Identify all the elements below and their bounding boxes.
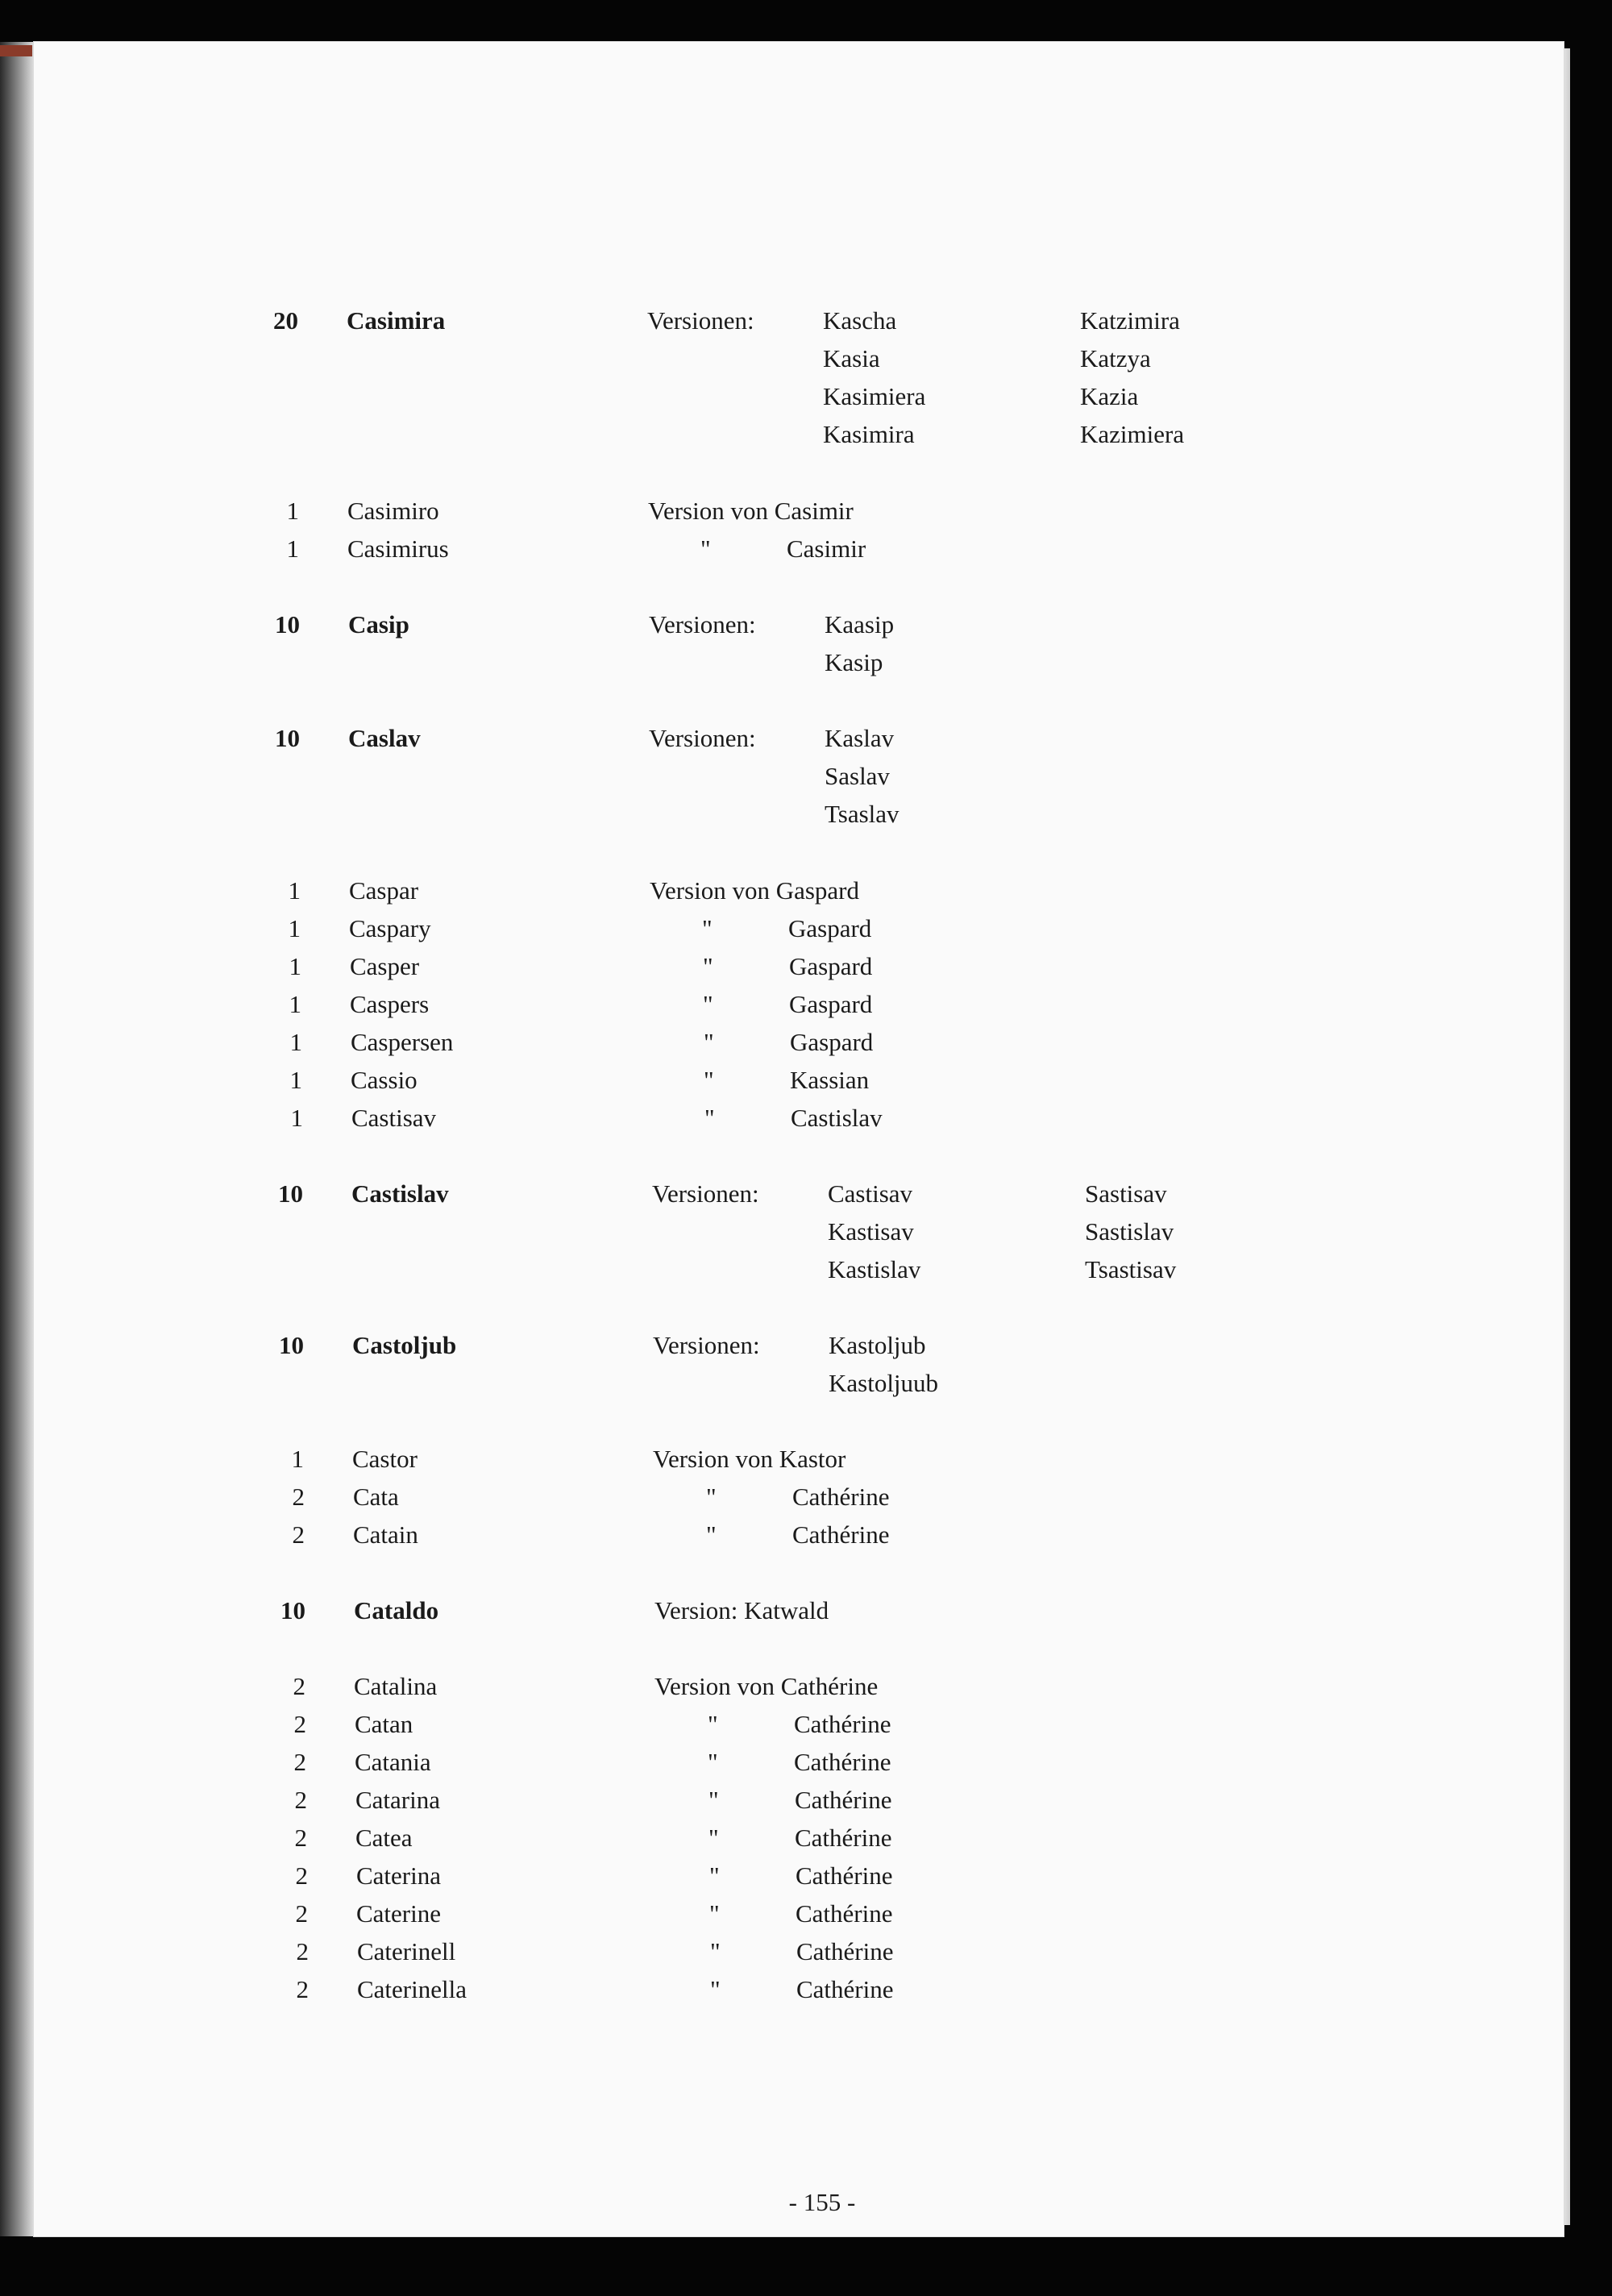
name-entry xyxy=(0,1023,1612,1061)
entry-count: 10 xyxy=(279,1331,304,1359)
name-entry xyxy=(0,1478,1612,1516)
entry-version-target: Gaspard xyxy=(789,990,873,1018)
entry-version-target: Gaspard xyxy=(789,952,873,980)
entry-version-variant: Kastoljub xyxy=(829,1331,926,1359)
entry-version-target: Cathérine xyxy=(796,1899,893,1928)
entry-version-variant-extra: Kazimiera xyxy=(1080,420,1185,448)
name-entry xyxy=(0,530,1612,568)
name-entry xyxy=(0,1326,1612,1402)
entry-name: Caslav xyxy=(348,724,421,752)
entry-version-label: Versionen: xyxy=(647,306,754,335)
entry-name: Casimiro xyxy=(347,497,439,525)
entry-version-label: " xyxy=(704,1066,714,1094)
entry-version-label: " xyxy=(704,1104,715,1132)
entry-version-variant-extra: Katzya xyxy=(1080,344,1151,372)
name-entry xyxy=(0,1440,1612,1478)
entry-version-target: Cathérine xyxy=(795,1786,892,1814)
entry-count: 2 xyxy=(295,1899,308,1928)
bookmark-ribbon xyxy=(0,45,32,56)
entry-name: Catain xyxy=(353,1520,418,1549)
entry-count: 10 xyxy=(275,610,300,638)
name-entry xyxy=(0,1857,1612,1895)
entry-count: 1 xyxy=(286,497,299,525)
entry-count: 2 xyxy=(292,1520,305,1549)
name-entry xyxy=(0,1705,1612,1743)
entry-name: Castor xyxy=(352,1445,418,1473)
entry-version-variant: Tsaslav xyxy=(825,800,899,828)
entry-name: Caterinell xyxy=(357,1937,456,1965)
entry-version-target: Gaspard xyxy=(788,914,872,942)
entry-count: 2 xyxy=(292,1483,305,1511)
entry-count: 1 xyxy=(289,952,301,980)
entry-count: 2 xyxy=(296,1975,309,2003)
entry-version-variant: Kastislav xyxy=(828,1255,921,1283)
entry-version-label: Versionen: xyxy=(649,724,756,752)
entry-version-target: Cathérine xyxy=(794,1748,891,1776)
entry-name: Caspar xyxy=(349,876,419,905)
entry-name: Cataldo xyxy=(354,1596,439,1624)
entry-version-label: Versionen: xyxy=(652,1179,759,1208)
entry-name: Castoljub xyxy=(352,1331,457,1359)
entry-count: 1 xyxy=(289,990,301,1018)
entry-version-variant-extra: Tsastisav xyxy=(1085,1255,1177,1283)
entry-version-label: Version von Casimir xyxy=(648,497,854,525)
entry-version-label: Version von Cathérine xyxy=(654,1672,879,1700)
entry-version-label: " xyxy=(704,1028,714,1056)
entry-name: Catea xyxy=(355,1824,413,1852)
entry-count: 2 xyxy=(296,1937,309,1965)
entry-name: Caterinella xyxy=(357,1975,467,2003)
entry-name: Catan xyxy=(355,1710,413,1738)
name-entry xyxy=(0,1591,1612,1629)
entry-version-label: " xyxy=(708,1710,718,1738)
entry-name: Casper xyxy=(350,952,420,980)
name-entry xyxy=(0,1175,1612,1288)
name-entry xyxy=(0,1061,1612,1099)
entry-version-label: Version von Kastor xyxy=(653,1445,846,1473)
entry-version-variant: Saslav xyxy=(825,762,890,790)
entry-version-variant-extra: Sastislav xyxy=(1085,1217,1174,1246)
name-entry xyxy=(0,1970,1612,2008)
entry-version-label: " xyxy=(708,1786,719,1814)
entry-name: Caterina xyxy=(356,1861,442,1890)
name-entry xyxy=(0,1099,1612,1137)
entry-version-label: " xyxy=(709,1861,720,1890)
entry-version-label: " xyxy=(706,1483,717,1511)
entry-version-target: Cathérine xyxy=(796,1861,893,1890)
entry-count: 2 xyxy=(293,1748,306,1776)
name-entry xyxy=(0,985,1612,1023)
entry-name: Caspersen xyxy=(351,1028,454,1056)
entry-version-target: Cathérine xyxy=(795,1824,892,1852)
entry-version-label: Version von Gaspard xyxy=(650,876,860,905)
entry-name: Catalina xyxy=(354,1672,438,1700)
entry-version-variant-extra: Sastisav xyxy=(1085,1179,1167,1208)
name-entry xyxy=(0,1895,1612,1932)
entry-count: 1 xyxy=(288,876,301,905)
entry-version-label: " xyxy=(700,534,711,563)
entry-name: Catania xyxy=(355,1748,431,1776)
entry-name: Caspary xyxy=(349,914,431,942)
entry-version-target: Cathérine xyxy=(792,1483,890,1511)
entry-version-variant: Castisav xyxy=(828,1179,913,1208)
entry-version-variant: Kasia xyxy=(823,344,880,372)
entry-version-label: " xyxy=(706,1520,717,1549)
entry-version-variant-extra: Kazia xyxy=(1080,382,1139,410)
entry-version-label: " xyxy=(708,1748,718,1776)
entry-name: Cassio xyxy=(351,1066,418,1094)
entry-name: Casimira xyxy=(347,306,446,335)
name-entry xyxy=(0,605,1612,681)
entry-count: 1 xyxy=(286,534,299,563)
entry-version-variant: Kascha xyxy=(823,306,897,335)
entry-count: 1 xyxy=(289,1028,302,1056)
entry-count: 10 xyxy=(280,1596,305,1624)
name-entry xyxy=(0,1819,1612,1857)
entry-name: Casimirus xyxy=(347,534,449,563)
entry-version-variant: Kasimira xyxy=(823,420,915,448)
entry-count: 2 xyxy=(294,1824,307,1852)
entry-name: Cata xyxy=(353,1483,399,1511)
entry-version-label: " xyxy=(709,1899,720,1928)
entry-version-variant: Kastisav xyxy=(828,1217,914,1246)
entry-version-target: Gaspard xyxy=(790,1028,874,1056)
entry-name: Caterine xyxy=(356,1899,442,1928)
name-entry xyxy=(0,1667,1612,1705)
entry-version-label: " xyxy=(710,1937,721,1965)
entry-version-variant: Kastoljuub xyxy=(829,1369,939,1397)
entry-count: 2 xyxy=(293,1672,305,1700)
entry-count: 20 xyxy=(273,306,298,335)
entry-version-label: Versionen: xyxy=(653,1331,760,1359)
entry-count: 2 xyxy=(294,1786,307,1814)
entry-count: 1 xyxy=(291,1445,304,1473)
entry-name: Catarina xyxy=(355,1786,441,1814)
name-entry xyxy=(0,1516,1612,1554)
name-entry xyxy=(0,1932,1612,1970)
entry-version-variant: Kasimiera xyxy=(823,382,926,410)
entry-name: Caspers xyxy=(350,990,430,1018)
name-entry xyxy=(0,302,1612,453)
name-entry xyxy=(0,909,1612,947)
entry-version-label: " xyxy=(703,990,713,1018)
name-entry xyxy=(0,492,1612,530)
entry-version-variant: Kaasip xyxy=(825,610,895,638)
entry-version-label: " xyxy=(702,914,713,942)
entry-count: 10 xyxy=(275,724,300,752)
entry-count: 1 xyxy=(289,1066,302,1094)
name-entry xyxy=(0,719,1612,833)
name-entry xyxy=(0,1781,1612,1819)
entry-version-label: " xyxy=(708,1824,719,1852)
name-entry xyxy=(0,947,1612,985)
entry-name: Castisav xyxy=(351,1104,437,1132)
entry-version-variant: Kasip xyxy=(825,648,883,676)
entry-version-variant-extra: Katzimira xyxy=(1080,306,1180,335)
entry-version-label: " xyxy=(710,1975,721,2003)
entry-version-target: Castislav xyxy=(791,1104,883,1132)
entry-version-label: Versionen: xyxy=(649,610,756,638)
name-entry xyxy=(0,1743,1612,1781)
entry-version-variant: Kaslav xyxy=(825,724,895,752)
entry-version-target: Kassian xyxy=(790,1066,870,1094)
entry-version-target: Cathérine xyxy=(794,1710,891,1738)
entry-version-label: " xyxy=(703,952,713,980)
entry-count: 2 xyxy=(295,1861,308,1890)
entry-name: Casip xyxy=(348,610,409,638)
entry-version-label: Version: Katwald xyxy=(654,1596,829,1624)
entry-count: 10 xyxy=(278,1179,303,1208)
entry-name: Castislav xyxy=(351,1179,449,1208)
name-entry xyxy=(0,871,1612,909)
entry-version-target: Casimir xyxy=(787,534,866,563)
entry-count: 1 xyxy=(288,914,301,942)
entry-version-target: Cathérine xyxy=(792,1520,890,1549)
entry-count: 1 xyxy=(290,1104,303,1132)
entry-version-target: Cathérine xyxy=(796,1937,894,1965)
page-number: - 155 - xyxy=(788,2188,856,2216)
entry-count: 2 xyxy=(293,1710,306,1738)
entry-version-target: Cathérine xyxy=(796,1975,894,2003)
